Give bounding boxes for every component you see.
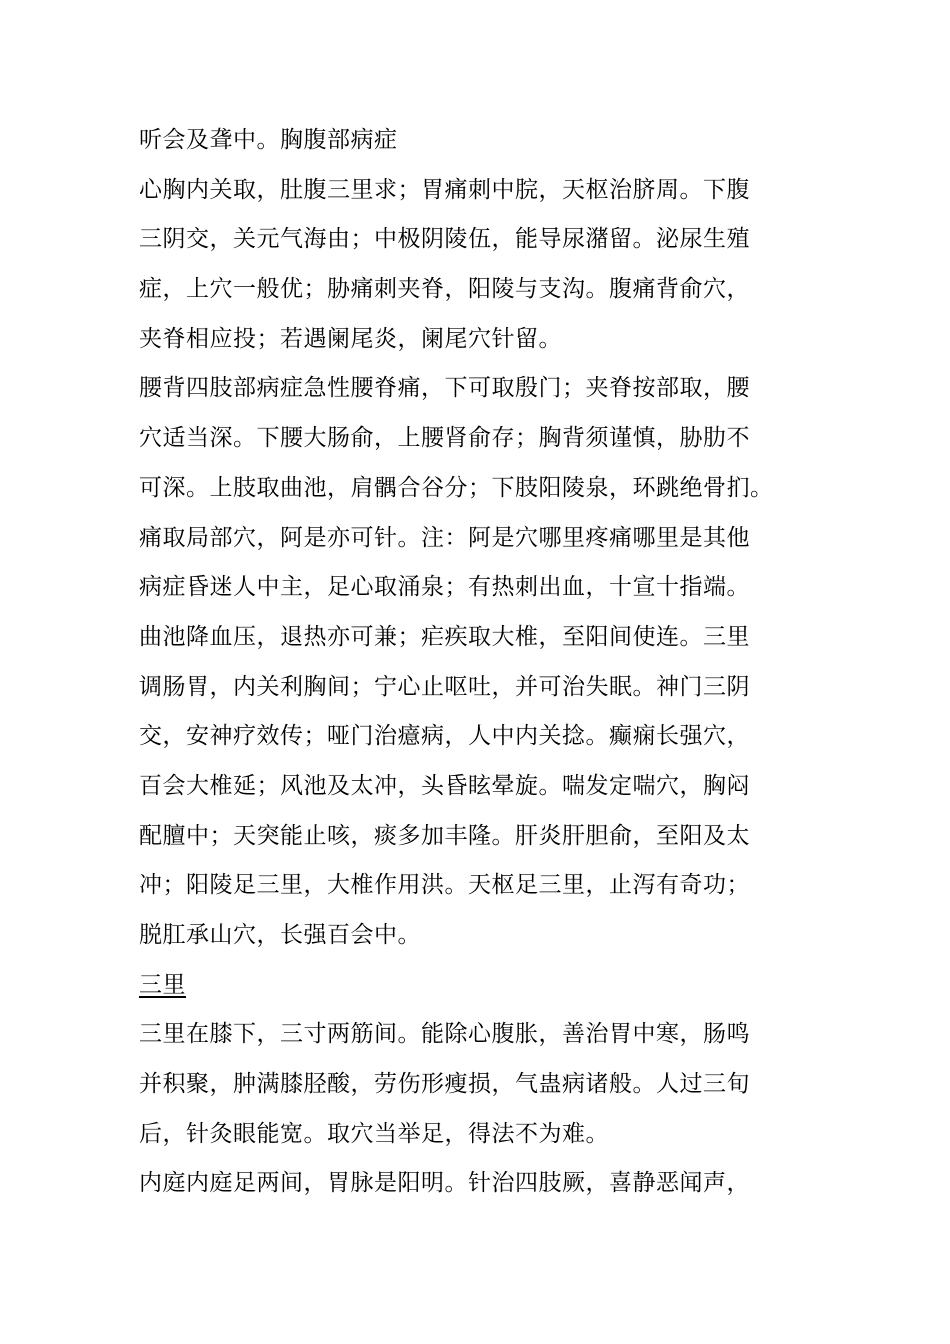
text-line: 心胸内关取，肚腹三里求；胃痛刺中脘，天枢治脐周。下腹 (139, 176, 750, 203)
text-line: 听会及聋中。胸腹部病症 (139, 127, 398, 153)
text-line: 曲池降血压，退热亦可兼；疟疾取大椎，至阳间使连。三里 (139, 623, 750, 650)
text-line: 冲；阳陵足三里，大椎作用洪。天枢足三里，止泻有奇功； (139, 872, 750, 899)
section-heading-sanli (139, 961, 799, 1011)
text-line: 可深。上肢取曲池，肩髃合谷分；下肢阳陵泉，环跳绝骨扪。 (139, 474, 774, 501)
text-line: 脱肛承山穴，长强百会中。 (139, 922, 421, 948)
section-heading-text: 三里 (139, 971, 186, 998)
text-line: 并积聚，肿满膝胫酸，劳伤形瘦损，气蛊病诸般。人过三旬 (139, 1071, 750, 1098)
document-body (139, 116, 799, 1209)
text-line: 后，针灸眼能宽。取穴当举足，得法不为难。 (139, 1120, 609, 1147)
text-line: 调肠胃，内关利胸间；宁心止呕吐，并可治失眠。神门三阴 (139, 673, 750, 700)
text-line: 配膻中；天突能止咳，痰多加丰隆。肝炎肝胆俞，至阳及太 (139, 822, 750, 849)
text-line: 百会大椎延；风池及太冲，头昏眩晕旋。喘发定喘穴，胸闷 (139, 772, 750, 799)
text-line: 腰背四肢部病症急性腰脊痛，下可取殷门；夹脊按部取，腰 (139, 375, 750, 402)
text-line: 痛取局部穴，阿是亦可针。注：阿是穴哪里疼痛哪里是其他 (139, 524, 750, 551)
text-line: 内庭内庭足两间，胃脉是阳明。针治四肢厥，喜静恶闻声， (139, 1170, 750, 1197)
text-line: 三里在膝下，三寸两筋间。能除心腹胀，善治胃中寒，肠鸣 (139, 1021, 750, 1048)
text-line: 病症昏迷人中主，足心取涌泉；有热刺出血，十宣十指端。 (139, 574, 750, 601)
text-line: 夹脊相应投；若遇阑尾炎，阑尾穴针留。 (139, 325, 562, 352)
text-line: 三阴交，关元气海由；中极阴陵伍，能导尿潴留。泌尿生殖 (139, 226, 750, 253)
text-line: 症，上穴一般优；胁痛刺夹脊，阳陵与支沟。腹痛背俞穴， (139, 276, 750, 303)
text-line: 交，安神疗效传；哑门治癔病，人中内关捻。癫痫长强穴， (139, 723, 750, 750)
text-line: 穴适当深。下腰大肠俞，上腰肾俞存；胸背须谨慎，胁肋不 (139, 425, 750, 452)
